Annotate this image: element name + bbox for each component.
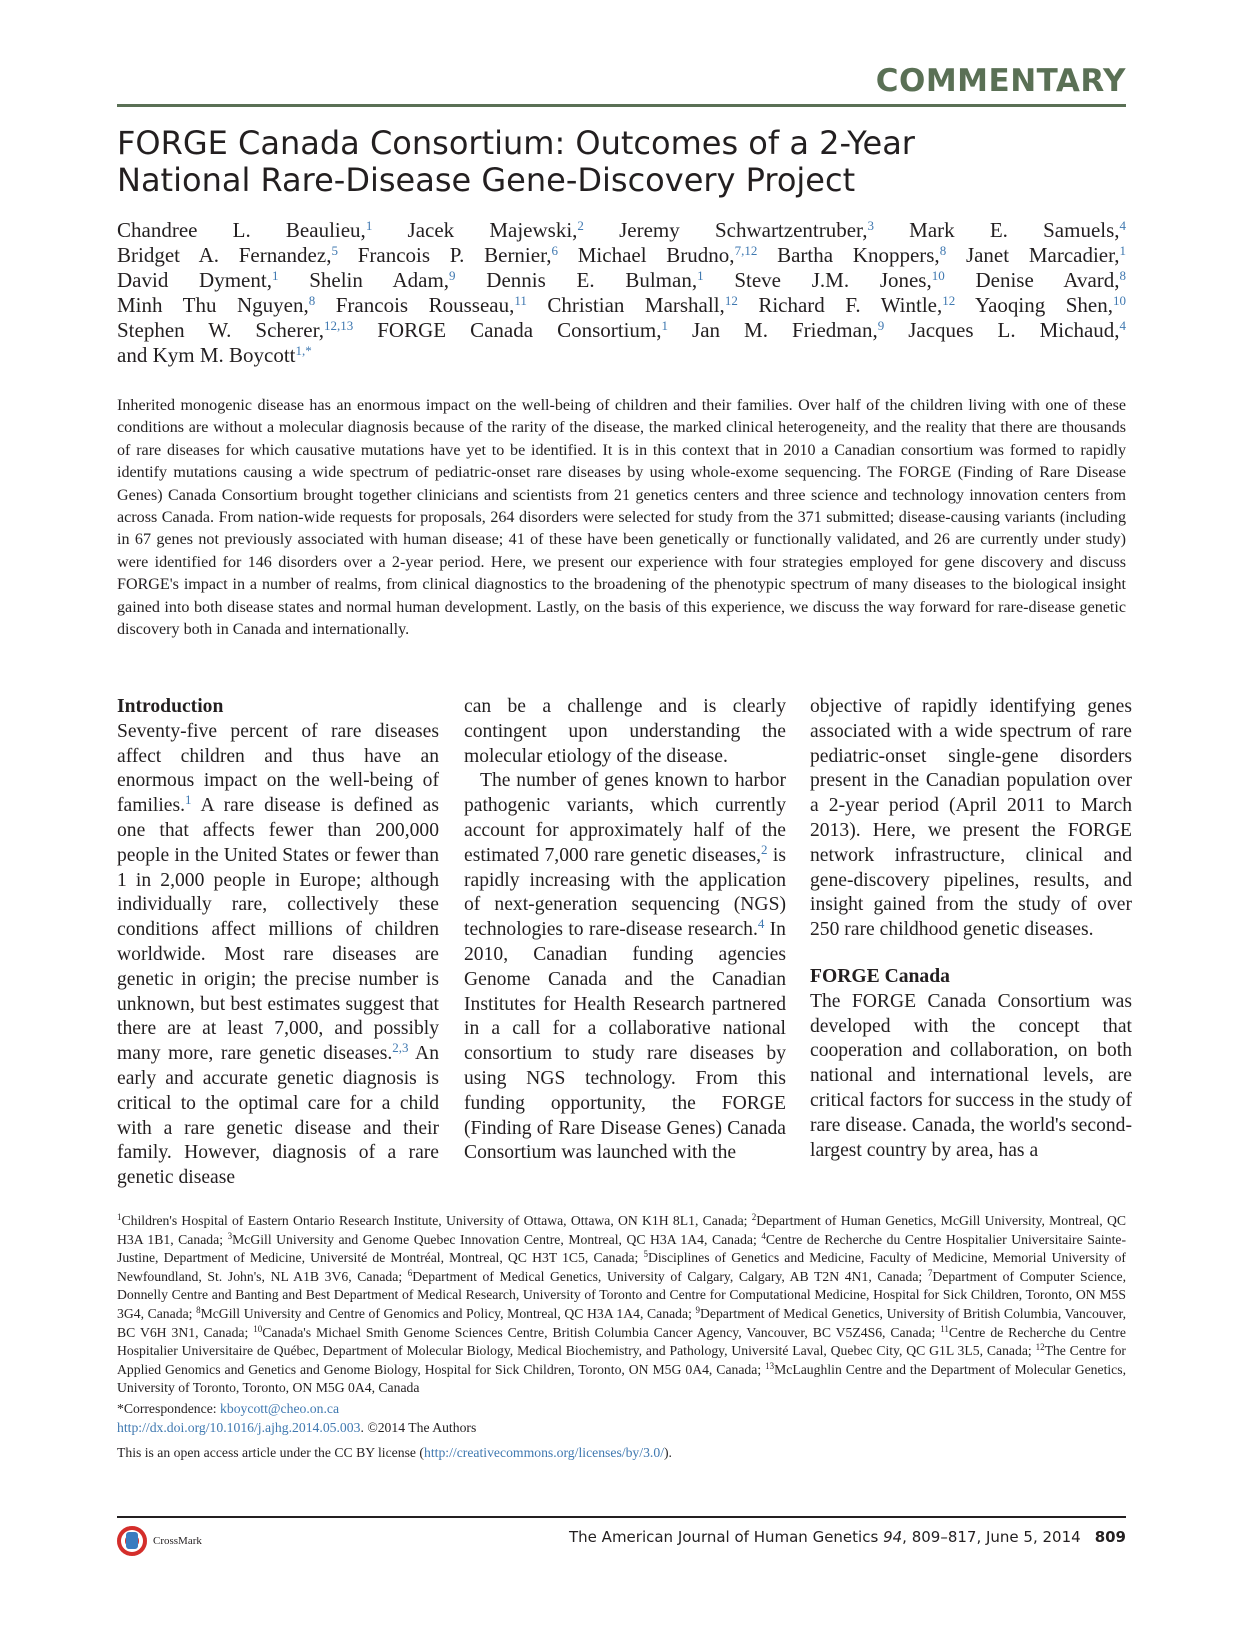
affiliation-text: McLaughlin Centre and the Department of Molecular Genetics, University of Toronto, Toronto, ON M5G 0A4, Canada xyxy=(117,1361,1127,1396)
abstract: Inherited monogenic disease has an enormous impact on the well-being of children and their families. Over half of the children living with one of these conditions are without a molecular diagnosis because of the rarity of the disease, the marked clinical heterogeneity, and the reality that there are thousands of rare diseases for which causative mutations have yet to be identified. It is in this context that in 2010 a Canadian consortium was formed to rapidly identify mutations causing a wide spectrum of pediatric-onset rare diseases by using whole-exome sequencing. The FORGE (Finding of Rare Disease Genes) Canada Consortium brought together clinicians and scientists from 21 genetics centers and three science and technology innovation centers from across Canada. From nation-wide requests for proposals, 264 disorders were selected for study from the 371 submitted; disease-causing variants (including in 67 genes not previously associated with human disease; 41 of these have been genetically or functionally validated, and 26 are currently under study) were identified for 146 disorders over a 2-year period. Here, we present our experience with four strategies employed for gene discovery and discuss FORGE's impact in a number of realms, from clinical diagnostics to the broadening of the phenotypic spectrum of many diseases to the biological insight gained into both disease states and normal human development. Lastly, on the basis of this experience, we discuss the way forward for rare-disease genetic discovery both in Canada and internationally. xyxy=(117,397,1126,639)
author-affiliation-ref[interactable]: 6 xyxy=(551,243,558,258)
affiliation-number: 5 xyxy=(643,1249,648,1260)
author-line xyxy=(117,268,1126,293)
author-name: Dennis E. Bulman, xyxy=(486,268,698,292)
author-name: David Dyment, xyxy=(117,268,272,292)
affiliation-text: The Centre for Applied Genomics and Genetics and Genome Biology, Hospital for Sick Children, Toronto, ON M5G 0A4, Canada; xyxy=(117,1343,1126,1377)
author-line xyxy=(117,218,1126,243)
author-name: Bartha Knoppers, xyxy=(777,243,940,267)
author-affiliation-ref[interactable]: 10 xyxy=(931,268,945,283)
paragraph: Seventy-five percent of rare diseases affect children and thus have an enormous impact on the well-being of families.$^1$ A rare disease is defined as one that affects fewer than 200,000 people in the United States or fewer than 1 in 2,000 people in Europe; although individually rare, collectively these conditions affect millions of children worldwide. Most rare diseases are genetic in origin; the precise number is unknown, but best estimates suggest that there are at least 7,000, and possibly many more, rare genetic diseases.$^{2,3}$ An early and accurate genetic diagnosis is critical to the optimal care for a child with a rare genetic disease and their family. However, diagnosis of a rare genetic disease xyxy=(117,720,439,1189)
author-line xyxy=(117,293,1126,318)
header-rule xyxy=(117,104,1126,107)
doi-line: http://dx.doi.org/10.1016/j.ajhg.2014.05.003. ©2014 The Authors xyxy=(117,1420,477,1435)
author-name: Mark E. Samuels, xyxy=(909,218,1120,242)
author-affiliation-ref[interactable]: 1,* xyxy=(295,343,312,358)
affiliation-text: Department of Computer Science, Donnelly Centre and Banting and Best Department of Medical Research, University of Toronto and Centre for Computational Medicine, Hospital for Sick Children, Toronto, ON M5S 3G4, Canada; xyxy=(117,1268,1126,1321)
affiliation-number: 13 xyxy=(765,1360,775,1371)
affiliation-text: Department of Human Genetics, McGill University, Montreal, QC H3A 1B1, Canada; xyxy=(117,1213,1126,1247)
correspondence: *Correspondence: kboycott@cheo.on.ca xyxy=(117,1401,340,1416)
affiliation-text: Department of Medical Genetics, University of Calgary, Calgary, AB T2N 4N1, Canada; xyxy=(412,1268,928,1284)
paragraph: The number of genes known to harbor pathogenic variants, which currently account for approximately half of the estimated 7,000 rare genetic diseases,$^2$ is rapidly increasing with the application of next-generation sequencing (NGS) technologies to rare-disease research.$^4$ In 2010, Canadian funding agencies Genome Canada and the Canadian Institutes for Health Research partnered in a call for a collaborative national consortium to study rare diseases by using NGS technology. From this funding opportunity, the FORGE (Finding of Rare Disease Genes) Canada Consortium was launched with the xyxy=(464,770,786,1164)
author-affiliation-ref[interactable]: 3 xyxy=(867,218,874,233)
author-name: Jeremy Schwartzentruber, xyxy=(619,218,868,242)
journal-volume: 94 xyxy=(883,1528,903,1546)
author-affiliation-ref[interactable]: 12 xyxy=(942,293,956,308)
author-name: Christian Marshall, xyxy=(547,293,725,317)
author-affiliation-ref[interactable]: 1 xyxy=(271,268,279,283)
author-name: Francois Rousseau, xyxy=(335,293,515,317)
author-line xyxy=(117,343,1126,368)
citation-link[interactable]: 2 xyxy=(761,841,768,857)
author-affiliation-ref[interactable]: 2 xyxy=(577,218,584,233)
doi-link[interactable]: http://dx.doi.org/10.1016/j.ajhg.2014.05.003 xyxy=(117,1420,361,1435)
affiliation-number: 4 xyxy=(761,1230,766,1241)
affiliations xyxy=(117,1212,1126,1398)
license-link[interactable]: http://creativecommons.org/licenses/by/3.0/ xyxy=(424,1445,664,1460)
affiliation-text: Centre de Recherche du Centre Hospitalier Universitaire Sainte-Justine, Department of Medicine, Université de Montréal, Montreal, QC H3T 1C5, Canada; xyxy=(117,1231,1126,1266)
affiliation-text: Children's Hospital of Eastern Ontario Research Institute, University of Ottawa, Ottawa, ON K1H 8L1, Canada; xyxy=(121,1213,752,1228)
section-heading-forge-canada: FORGE Canada xyxy=(810,965,950,987)
author-affiliation-ref[interactable]: 5 xyxy=(331,243,338,258)
paragraph: can be a challenge and is clearly contingent upon understanding the molecular etiology of the disease. xyxy=(464,696,786,767)
affiliation-number: 12 xyxy=(1035,1342,1045,1353)
author-name: Chandree L. Beaulieu, xyxy=(117,218,366,242)
author-name: Steve J.M. Jones, xyxy=(734,268,932,292)
affiliation-text: Department of Medical Genetics, University of British Columbia, Vancouver, BC V6H 3N1, Canada; xyxy=(117,1305,1126,1340)
paragraph: objective of rapidly identifying genes associated with a wide spectrum of rare pediatric-onset single-gene disorders present in the Canadian population over a 2-year period (April 2011 to March 2013). Here, we present the FORGE network infrastructure, clinical and gene-discovery pipelines, results, and insight gained from the study of over 250 rare childhood genetic diseases. xyxy=(810,696,1132,941)
correspondence-email-link[interactable]: kboycott@cheo.on.ca xyxy=(220,1401,340,1416)
author-name: Jan M. Friedman, xyxy=(692,318,878,342)
author-affiliation-ref[interactable]: 7,12 xyxy=(734,243,758,258)
author-name: Shelin Adam, xyxy=(309,268,450,292)
section-heading-introduction: Introduction xyxy=(117,696,224,717)
author-name: and Kym M. Boycott xyxy=(117,343,296,367)
journal-pages-date: , 809–817, June 5, 2014 xyxy=(902,1528,1081,1546)
author-line xyxy=(117,318,1126,343)
author-affiliation-ref[interactable]: 11 xyxy=(514,293,527,308)
author-affiliation-ref[interactable]: 4 xyxy=(1119,318,1127,333)
body-column-1 xyxy=(117,695,439,1191)
author-name: Minh Thu Nguyen, xyxy=(117,293,309,317)
author-affiliation-ref[interactable]: 12 xyxy=(724,293,738,308)
author-name: FORGE Canada Consortium, xyxy=(377,318,662,342)
author-affiliation-ref[interactable]: 1 xyxy=(661,318,669,333)
affiliation-number: 2 xyxy=(751,1212,757,1222)
crossmark-badge[interactable] xyxy=(117,1524,202,1558)
author-name: Francois P. Bernier, xyxy=(357,243,552,267)
author-name: Richard F. Wintle, xyxy=(758,293,943,317)
paragraph: The FORGE Canada Consortium was developed with the concept that cooperation and collaboration, on both national and international levels, are critical factors for success in the study of rare disease. Canada, the world's second-largest country by area, has a xyxy=(810,990,1132,1161)
author-name: Janet Marcadier, xyxy=(965,243,1120,267)
author-name: Michael Brudno, xyxy=(577,243,735,267)
article-title xyxy=(117,125,1126,199)
affiliation-number: 7 xyxy=(927,1267,933,1278)
author-name: Jacques L. Michaud, xyxy=(908,318,1120,342)
affiliation-text: McGill University and Genome Quebec Innovation Centre, Montreal, QC H3A 1A4, Canada; xyxy=(232,1231,762,1247)
affiliation-number: 11 xyxy=(940,1323,949,1334)
author-affiliation-ref[interactable]: 8 xyxy=(1119,268,1127,283)
author-affiliation-ref[interactable]: 9 xyxy=(449,268,456,283)
affiliation-number: 1 xyxy=(117,1212,122,1222)
author-affiliation-ref[interactable]: 1 xyxy=(365,218,373,233)
affiliation-text: McGill University and Centre of Genomics and Policy, Montreal, QC H3A 1A4, Canada; xyxy=(200,1305,696,1321)
license-line: This is an open access article under the CC BY license (http://creativecommons.org/licenses/by/3.0/). xyxy=(117,1445,672,1460)
author-affiliation-ref[interactable]: 9 xyxy=(877,318,885,333)
title-line-1: FORGE Canada Consortium: Outcomes of a 2-Year xyxy=(117,124,915,162)
affiliation-number: 3 xyxy=(227,1230,233,1241)
crossmark-label: CrossMark xyxy=(153,1535,202,1547)
author-affiliation-ref[interactable]: 1 xyxy=(1119,243,1127,258)
affiliation-number: 9 xyxy=(695,1304,700,1315)
author-name: Jacek Majewski, xyxy=(407,218,578,242)
author-name: Denise Avard, xyxy=(975,268,1120,292)
author-line xyxy=(117,243,1126,268)
author-affiliation-ref[interactable]: 8 xyxy=(308,293,316,308)
body-column-3 xyxy=(810,695,1132,1163)
journal-name: The American Journal of Human Genetics xyxy=(569,1528,879,1546)
author-affiliation-ref[interactable]: 4 xyxy=(1119,218,1127,233)
author-affiliation-ref[interactable]: 10 xyxy=(1113,293,1126,308)
citation-link[interactable]: 2,3 xyxy=(392,1040,409,1056)
footer-rule xyxy=(117,1516,1126,1518)
author-name: Yaoqing Shen, xyxy=(975,293,1113,317)
title-line-2: National Rare-Disease Gene-Discovery Project xyxy=(117,161,856,199)
affiliation-text: Canada's Michael Smith Genome Sciences Centre, British Columbia Cancer Agency, Vancouver, BC V5Z4S6, Canada; xyxy=(262,1324,941,1340)
affiliation-text: Centre de Recherche du Centre Hospitalier Universitaire de Québec, Department of Molecular Biology, Medical Biochemistry, and Pathology, Université Laval, Quebec City, QC G1L 3L5, Canada; xyxy=(117,1324,1126,1359)
crossmark-icon xyxy=(117,1526,147,1556)
author-affiliation-ref[interactable]: 12,13 xyxy=(323,318,354,333)
author-affiliation-ref[interactable]: 8 xyxy=(939,243,947,258)
affiliation-number: 6 xyxy=(407,1267,413,1278)
author-list xyxy=(117,218,1126,368)
journal-citation xyxy=(426,1528,1126,1546)
author-name: Stephen W. Scherer, xyxy=(117,318,324,342)
author-name: Bridget A. Fernandez, xyxy=(117,243,332,267)
author-affiliation-ref[interactable]: 1 xyxy=(697,268,704,283)
affiliation-text: Disciplines of Genetics and Medicine, Faculty of Medicine, Memorial University of Newfoundland, St. John's, NL A1B 3V6, Canada; xyxy=(117,1250,1126,1284)
affiliation-number: 10 xyxy=(253,1323,263,1334)
affiliation-number: 8 xyxy=(196,1304,201,1315)
page-number: 809 xyxy=(1094,1528,1126,1546)
body-column-2 xyxy=(464,695,786,1166)
citation-link[interactable]: 4 xyxy=(757,916,765,932)
citation-link[interactable]: 1 xyxy=(185,792,192,808)
commentary-kicker: COMMENTARY xyxy=(875,63,1126,99)
